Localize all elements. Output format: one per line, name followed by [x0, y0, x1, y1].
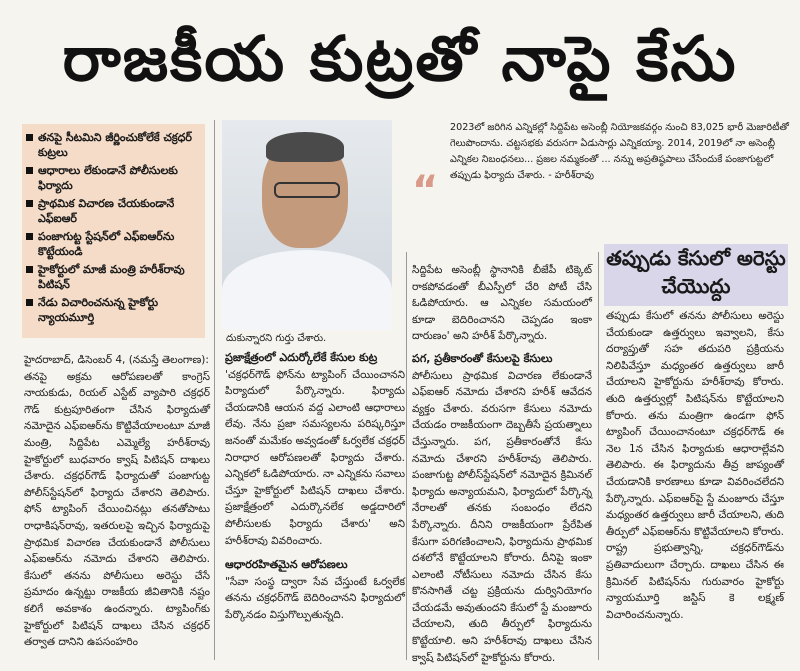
- highlight-item: హైకోర్టులో మాజీ మంత్రి హరీశ్‌రావు పిటిషన్: [26, 262, 201, 292]
- column-body: తనపై అక్రమ ఆరోపణలతో కాంగ్రెస్ నాయకుడు, రియల్ ఎస్టేట్ వ్యాపారి చక్రధర్ గౌడ్ కుట్రపూరితంగా చేసిన ఫిర్యాదుతో నమోదైన ఎఫ్ఐఆర్‌ను కొట్టివేయాలంటూ మాజీ మంత్రి, సిద్దిపేట ఎమ్మెల్యే హరీశ్‌రావు హైకోర్టులో బుధవారం క్వాష్ పిటిషన్ దాఖలు చేశారు. చక్రధర్‌గౌడ్ ఫిర్యాదుతో పంజాగుట్ట పోలీస్‌స్టేషన్‌లో ఫిర్యాదు చేశారని తెలిపారు. ఫోన్ ట్యాపింగ్ చేయించినట్లు తనతోపాటు రాధాకిషన్‌రావు, ఇతరులపై ఇచ్చిన ఫిర్యాదుపై ప్రాథమిక విచారణ చేయకుండానే పోలీసులు ఎఫ్ఐఆర్‌ను నమోదు చేశారని తెలిపారు. కేసులో తనను పోలీసులు అరెస్టు చేసే ప్రమాదం ఉన్నట్టు రాజకీయ జీవితానికి నష్టం కలిగే అవకాశం ఉందన్నారు. ట్యాపింగ్‌కు హైకోర్టులో పిటిషన్ దాఖలు చేసిన చక్రధర్ తర్వాత దానిని ఉపసంహరిం: [24, 370, 210, 649]
- article-column-1: [24, 352, 210, 651]
- column-rule: [214, 120, 215, 660]
- column-body: పోలీసులు ప్రాథమిక విచారణ లేకుండానే ఎఫ్ఐఆర్ నమోదు చేశారని హరీశ్ ఆవేదన వ్యక్తం చేశారు. వరుసగా కేసులు నమోదు చేయడం రాజకీయంగా దెబ్బతీసే ప్రయత్నాలు చేస్తున్నారు. పగ, ప్రతీకారంతోనే కేసు నమోదు చేశారని హరీశ్‌రావు తెలిపారు. పంజాగుట్ట పోలీస్‌స్టేషన్‌లో నమోదైన క్రిమినల్ ఫిర్యాదు అన్యాయమని, ఫిర్యాదులో పేర్కొన్న నేరాలతో తనకు సంబంధం లేదని పేర్కొన్నారు. దీనిని రాజకీయంగా ప్రేరేపిత కేసుగా పరిగణించాలని, ఫిర్యాదును ప్రాథమిక దశలోనే కొట్టేయాలని కోరారు. దీనిపై ఇంకా ఎలాంటి నోటీసులు నమోదు చేసిన కేసు కొనసాగితే చట్ట ప్రక్రియను దుర్వినియోగం చేయడమే అవుతుందని కేసులో స్టే మంజూరు చేయాలని, తుది తీర్పులో ఫిర్యాదును కొట్టేయాలి. అని హరీశ్‌రావు దాఖలు చేసిన క్వాష్ పిటిషన్‌లో హైకోర్టును కోరారు.: [412, 369, 592, 664]
- bullet-square-icon: [26, 233, 33, 240]
- bullet-square-icon: [26, 200, 33, 207]
- highlight-item: నేడు విచారించనున్న హైకోర్టు న్యాయమూర్తి: [26, 295, 201, 325]
- column-body: తప్పుడు కేసులో తనను పోలీసులు అరెస్టు చేయకుండా ఉత్తర్వులు ఇవ్వాలని, కేసు దర్యాప్తుతో సహ తదుపరి ప్రక్రియను నిలిపివేస్తూ మధ్యంతర ఉత్తర్వులు జారీ చేయాలని హైకోర్టును హరీశ్‌రావు కోరారు. తుది ఉత్తర్వుల్లో పిటిషన్‌ను కొట్టేయాలని కోరారు. తను మంత్రిగా ఉండగా ఫోన్ ట్యాపింగ్ చేయించానంటూ చక్రధర్‌గౌడ్ ఈ నెల 1న చేసిన ఫిర్యాదుకు ఆధారాల్లేవని తెలిపారు. ఈ ఫిర్యాదును తీవ్ర జాప్యంతో చేయడానికి కారణాలు కూడా వివరించలేదని పేర్కొన్నారు. ఎఫ్ఐఆర్‌పై స్టే మంజూరు చేస్తూ మధ్యంతర ఉత్తర్వులు జారీ చేయాలని, తుది తీర్పులో ఎఫ్ఐఆర్‌ను కొట్టివేయాలని కోరారు. రాష్ట్ర ప్రభుత్వాన్ని, చక్రధర్‌గౌడ్‌ను ప్రతివాదులుగా చేర్చారు. దాఖలు చేసిన ఈ క్రిమినల్ పిటిషన్‌ను గురువారం హైకోర్టు న్యాయమూర్తి జస్టిస్ కె లక్ష్మణ్ విచారించనున్నారు.: [606, 310, 784, 621]
- highlight-item: ఆధారాలు లేకుండానే పోలీసులకు ఫిర్యాదు: [26, 163, 201, 193]
- dateline: హైదరాబాద్, డిసెంబర్ 4, (నమస్తే తెలంగాణ):: [24, 354, 209, 366]
- subheading: పగ, ప్రతీకారంతో కేసులపై కేసులు: [412, 351, 553, 365]
- article-column-4: [606, 308, 784, 623]
- article-column-2: [225, 350, 405, 624]
- column-rule: [598, 252, 599, 660]
- column-body: "సేవా సంస్థ ద్వారా సేవ చేస్తుంటే ఓర్వలేక తనను చక్రధర్‌గౌడ్ బెదిరించానని ఫిర్యాదులో పేర్కొనడం విస్తుగొల్పుతున్నది.: [225, 575, 405, 621]
- highlight-item: ప్రాథమిక విచారణ చేయకుండానే ఎఫ్ఐఆర్: [26, 196, 201, 226]
- bullet-square-icon: [26, 266, 33, 273]
- photo-caption: దుకున్నారని గుర్తు చేశారు.: [226, 333, 327, 344]
- highlight-item: తనపై సీటమిని జీర్ణించుకోలేకే చక్రధర్ కుట్రలు: [26, 130, 201, 160]
- sidebar-title-box: తప్పుడు కేసులో అరెస్టు చేయొద్దు: [604, 244, 788, 306]
- pull-quote: 2023లో జరిగిన ఎన్నికల్లో సిద్దిపేట అసెంబ్లీ నియోజకవర్గం నుంచి 83,025 భారీ మెజారిటీతో గెలుపొందాను. చట్టసభకు వరుసగా ఏడుసార్లు ఎన్నికయ్యా. 2014, 2019లో నా అసెంబ్లీ ఎన్నికల నిబంధనలు... ప్రజల నమ్మకంతో ... నన్ను అప్రతిష్ఠపాలు చేసేందుకే పంజాగుట్టలో తప్పుడు ఫిర్యాదు చేశారు. - హరీశ్‌రావు: [450, 122, 789, 181]
- subheading: ఆధారరహితమైన ఆరోపణలు: [225, 558, 348, 572]
- highlights-box: [22, 124, 205, 338]
- column-body: 'చక్రధర్‌గౌడ్ ఫోన్‌ను ట్యాపింగ్ చేయించానని పిర్యాదులో పేర్కొన్నారు. ఫిర్యాదు చేయడానికి ఆయన వద్ద ఎలాంటి ఆధారాలు లేవు. నేను ప్రజా సమస్యలను పరిష్కరిస్తూ జనంతో మమేకం అవ్వడంతో ఓర్వలేక చక్రధర్ నిరాధార ఆరోపణలతో ఫిర్యాదు చేశారు. ఎన్నికలో ఓడిపోయారు. నా ఎన్నికను సవాలు చేస్తూ హైకోర్టులో పిటిషన్ దాఖలు చేశారు. ప్రజాక్షేత్రంలో ఎదుర్కొనలేక అడ్డదారిలో పోలీసులకు ఫిర్యాదు చేశారు' అని హరీశ్‌రావు వివరించారు.: [225, 368, 405, 547]
- portrait-photo: [222, 120, 392, 330]
- column-rule: [406, 252, 407, 660]
- column-body: సిద్దిపేట అసెంబ్లీ స్థానానికి బీజేపీ టిక్కెట్ రాకపోవడంతో బీఎస్పీలో చేరి పోటీ చేసి ఓడిపోయారు. ఆ ఎన్నికల సమయంలో కూడా బెదిరించానని చెప్పడం ఇంకా దారుణం' అని హరీశ్ పేర్కొన్నారు.: [412, 264, 592, 343]
- article-column-3: [412, 262, 592, 666]
- headline: రాజకీయ కుట్రతో నాపై కేసు: [62, 22, 738, 95]
- bullet-square-icon: [26, 134, 33, 141]
- highlight-item: పంజాగుట్ట స్టేషన్‌లో ఎఫ్ఐఆర్‌ను కొట్టేయండి: [26, 229, 201, 259]
- bullet-square-icon: [26, 167, 33, 174]
- subheading: ప్రజాక్షేత్రంలో ఎదుర్కోలేకే కేసుల కుట్ర: [225, 351, 378, 364]
- bullet-square-icon: [26, 299, 33, 306]
- quote-icon: “: [412, 168, 439, 214]
